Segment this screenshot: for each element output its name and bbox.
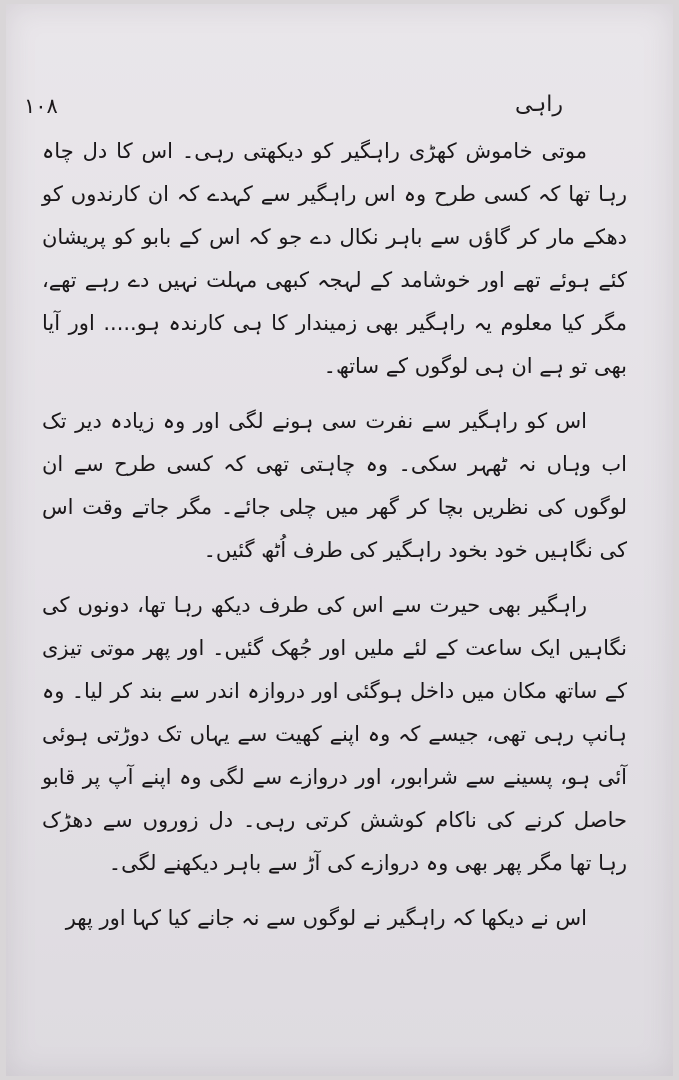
paragraph: موتی خاموش کھڑی راہگیر کو دیکھتی رہی۔ اس کا دل چاہ رہا تھا کہ کسی طرح وہ اس راہگیر سے کہدے کہ ان کارندوں کو دھکے مار کر گاؤں سے باہر نکال دے جو کہ اس کے بابو کو پریشان کئے ہوئے تھے اور خوشامد کے لہجہ کبھی مہلت نہیں دے رہے تھے، مگر کیا معلوم یہ راہگیر بھی زمیندار کا ہی کارندہ ہو..... اور آیا بھی تو ہے ان ہی لوگوں کے ساتھ۔ xyxy=(42,139,627,378)
page-number: ۱۰۸ xyxy=(24,94,58,118)
running-title: راہی xyxy=(515,92,563,117)
page-header xyxy=(6,92,673,132)
paragraph: اس کو راہگیر سے نفرت سی ہونے لگی اور وہ زیادہ دیر تک اب وہاں نہ ٹھہر سکی۔ وہ چاہتی تھی کہ کسی طرح سے ان لوگوں کی نظریں بچا کر گھر میں چلی جائے۔ مگر جاتے وقت اس کی نگاہیں خود بخود راہگیر کی طرف اُٹھ گئیں۔ xyxy=(42,409,627,562)
paragraph: اس نے دیکھا کہ راہگیر نے لوگوں سے نہ جانے کیا کہا اور پھر xyxy=(65,906,587,930)
book-page xyxy=(6,4,673,1076)
body-text xyxy=(42,130,627,940)
paragraph: راہگیر بھی حیرت سے اس کی طرف دیکھ رہا تھا، دونوں کی نگاہیں ایک ساعت کے لئے ملیں اور جُھک گئیں۔ اور پھر موتی تیزی کے ساتھ مکان میں داخل ہوگئی اور دروازہ اندر سے بند کر لیا۔ وہ ہانپ رہی تھی، جیسے کہ وہ اپنے کھیت سے یہاں تک دوڑتی ہوئی آئی ہو، پسینے سے شرابور، اور دروازے سے لگی وہ اپنے آپ پر قابو حاصل کرنے کی ناکام کوشش کرتی رہی۔ دل زوروں سے دھڑک رہا تھا مگر پھر بھی وہ دروازے کی آڑ سے باہر دیکھنے لگی۔ xyxy=(42,593,627,875)
